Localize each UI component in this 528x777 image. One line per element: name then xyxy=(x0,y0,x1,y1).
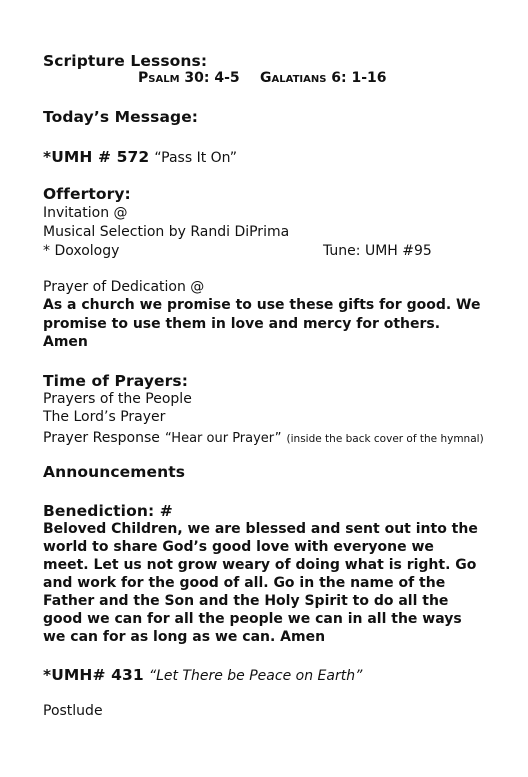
benediction-line: good we can for all the people we can in all the ways xyxy=(43,611,462,627)
scripture-heading: Scripture Lessons: xyxy=(43,52,208,70)
benediction-line: world to share God’s good love with everyone we xyxy=(43,539,434,555)
hymn-1-title: “Pass It On” xyxy=(154,150,238,166)
hymn-2-title: “Let There be Peace on Earth” xyxy=(148,668,363,684)
lords-prayer: The Lord’s Prayer xyxy=(43,409,166,425)
benediction-line: Father and the Son and the Holy Spirit to do all the xyxy=(43,593,449,609)
benediction-line: we can for as long as we can. Amen xyxy=(43,629,326,645)
offertory-doxology: * Doxology xyxy=(43,243,120,259)
prayer-response-label: Prayer Response xyxy=(43,430,160,446)
prayer-response-note: (inside the back cover of the hymnal) xyxy=(286,433,484,445)
dedication-line: Amen xyxy=(43,334,88,350)
dedication-label: Prayer of Dedication @ xyxy=(43,279,205,295)
announcements-heading: Announcements xyxy=(43,463,186,481)
hymn-1-number: *UMH # 572 xyxy=(43,148,150,166)
dedication-line: promise to use them in love and mercy for others. xyxy=(43,316,441,332)
benediction-line: Beloved Children, we are blessed and sent out into the xyxy=(43,521,478,537)
benediction-line: and work for the good of all. Go in the name of the xyxy=(43,575,446,591)
scripture-reading-2: Galatians 6: 1-16 xyxy=(260,70,387,86)
prayers-of-the-people: Prayers of the People xyxy=(43,391,192,407)
offertory-heading: Offertory: xyxy=(43,185,131,203)
message-heading: Today’s Message: xyxy=(43,108,199,126)
postlude: Postlude xyxy=(43,703,103,719)
hymn-2-number: *UMH# 431 xyxy=(43,666,144,684)
offertory-invitation: Invitation @ xyxy=(43,205,128,221)
hymn-1 xyxy=(43,147,237,166)
benediction-heading: Benediction: # xyxy=(43,502,173,520)
prayer-response xyxy=(43,427,484,446)
prayer-response-title: “Hear our Prayer” xyxy=(164,431,282,446)
offertory-musical-selection: Musical Selection by Randi DiPrima xyxy=(43,224,290,240)
dedication-line: As a church we promise to use these gifts for good. We xyxy=(43,297,481,313)
hymn-2 xyxy=(43,665,362,684)
benediction-line: meet. Let us not grow weary of doing what is right. Go xyxy=(43,557,477,573)
scripture-reading-1: Psalm 30: 4-5 xyxy=(138,70,240,86)
offertory-tune: Tune: UMH #95 xyxy=(323,243,432,259)
prayers-heading: Time of Prayers: xyxy=(43,372,189,390)
